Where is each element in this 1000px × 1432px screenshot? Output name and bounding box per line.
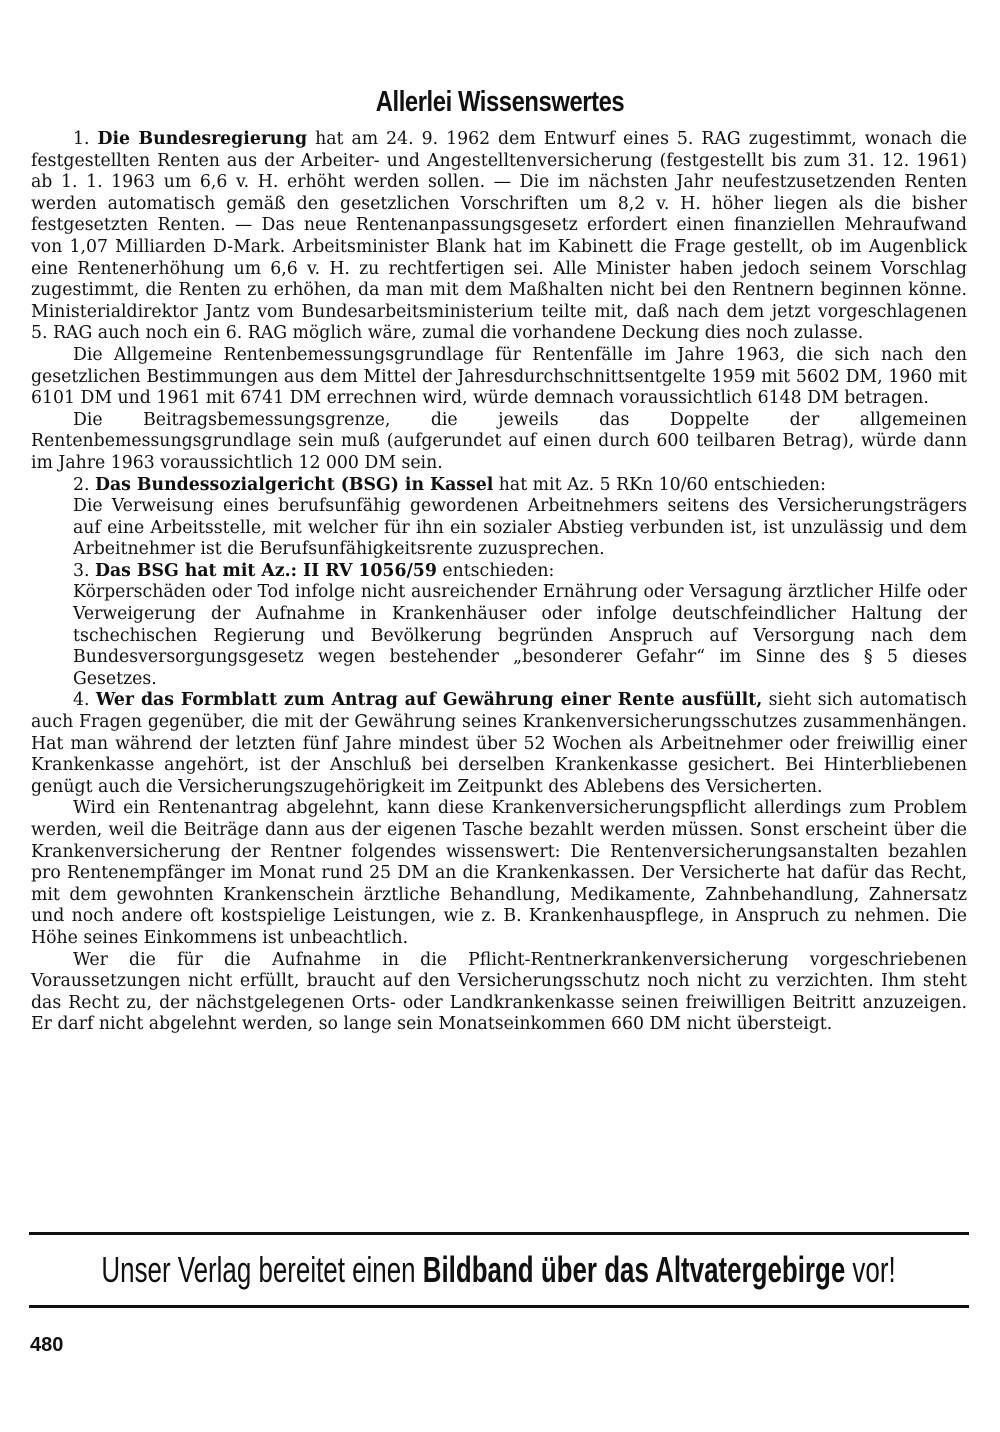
section-1-paragraph-3: Die Beitragsbemessungsgrenze, die jeweils das Doppelte der allgemeinen Rentenbemessungsgrundlage sein muß (aufgerundet auf einen durch 600 teilbaren Betrag), würde dann im Jahre 1963 voraussichtlich 12 000 DM sein. <box>31 409 967 473</box>
section-1-paragraph-2: Die Allgemeine Rentenbemessungsgrundlage für Rentenfälle im Jahre 1963, die sich nach den gesetzlichen Bestimmungen aus dem Mittel der Jahresdurchschnittsentgelte 1959 mit 5602 DM, 1960 mit 6101 DM und 1961 mit 6741 DM errechnen wird, würde demnach voraussichtlich 6148 DM betragen. <box>31 344 967 409</box>
page-title: Allerlei Wissenswertes <box>375 86 625 118</box>
publisher-announcement-banner <box>29 1240 969 1300</box>
section-1-text: hat am 24. 9. 1962 dem Entwurf eines 5. RAG zugestimmt, wonach die festgestellten Renten aus der Arbeiter- und Angestelltenversicherung (festgestellt bis zum 31. 12. 1961) ab 1. 1. 1963 um 6,6 v. H. erhöht werden sollen. — Die im nächsten Jahr neufestzusetzenden Renten werden automatisch gemäß den gesetzlichen Vorschriften um 8,2 v. H. höher liegen als die bisher festgesetzten Renten. — Das neue Rentenanpassungsgesetz erfordert einen finanziellen Mehraufwand von 1,07 Milliarden D-Mark. Arbeitsminister Blank hat im Kabinett die Frage gestellt, ob im Augenblick eine Rentenerhöhung um 6,6 v. H. zu rechtfertigen sei. Alle Minister haben jedoch seinem Vorschlag zugestimmt, die Renten zu erhöhen, da man mit dem Maßhalten nicht bei den Rentnern beginnen könne. Ministerialdirektor Jantz vom Bundesarbeitsministerium teilte mit, daß nach dem jetzt vorgeschlagenen 5. RAG auch noch ein 6. RAG möglich wäre, zumal die vorhandene Deckung dies noch zulasse. <box>31 129 967 344</box>
bottom-divider-rule <box>29 1305 969 1308</box>
banner-part-2: Bildband über das Altvatergebirge <box>423 1249 846 1290</box>
banner-part-3: vor! <box>845 1249 897 1290</box>
section-1-lead: Die Bundesregierung <box>97 129 308 149</box>
banner-text <box>102 1249 896 1291</box>
section-4-text: sieht sich automatisch auch Fragen gegenüber, die mit der Gewährung seines Krankenversicherungsschutzes zusammenhängen. Hat man während der letzten fünf Jahre mindest über 52 Wochen als Arbeitnehmer oder freiwillig einer Krankenkasse angehört, ist der Anschluß bei derselben Krankenkasse gesichert. Bei Hinterbliebenen genügt auch die Versicherungszugehörigkeit im Zeitpunkt des Ablebens des Versicherten. <box>31 690 967 797</box>
section-1-paragraph <box>31 129 967 345</box>
section-3-heading-rest: entschieden: <box>436 560 555 581</box>
section-2-lead: Das Bundessozialgericht (BSG) in Kassel <box>95 474 494 495</box>
banner-part-1: Unser Verlag bereitet einen <box>101 1249 424 1290</box>
article-body <box>31 129 967 1036</box>
section-4-paragraph-3: Wer die für die Aufnahme in die Pflicht-Rentnerkrankenversicherung vorgeschriebenen Voraussetzungen nicht erfüllt, braucht auf den Versicherungsschutz noch nicht zu verzichten. Ihm steht das Recht zu, der nächstgelegenen Orts- oder Landkrankenkasse seinen freiwilligen Beitritt anzuzeigen. Er darf nicht abgelehnt werden, so lange sein Monatseinkommen 660 DM nicht übersteigt. <box>31 949 967 1035</box>
section-3-lead: Das BSG hat mit Az.: II RV 1056/59 <box>95 560 437 581</box>
section-2-body: Die Verweisung eines berufsunfähig gewordenen Arbeitnehmers seitens des Versicherungsträgers auf eine Arbeitsstelle, mit welcher für ihn ein sozialer Abstieg verbunden ist, ist unzulässig und dem Arbeitnehmer ist die Berufsunfähigkeitsrente zuzusprechen. <box>73 496 967 560</box>
section-4-paragraph-2: Wird ein Rentenantrag abgelehnt, kann diese Krankenversicherungspflicht allerdings zum Problem werden, weil die Beiträge dann aus der eigenen Tasche bezahlt werden müssen. Sonst erscheint über die Krankenversicherung der Rentner folgendes wissenswert: Die Rentenversicherungsanstalten bezahlen pro Rentenempfänger im Monat rund 25 DM an die Krankenkassen. Der Versicherte hat dafür das Recht, mit dem gewohnten Krankenschein ärztliche Behandlung, Medikamente, Zahnbehandlung, Zahnersatz und noch andere oft kostspielige Leistungen, wie z. B. Krankenhauspflege, in Anspruch zu nehmen. Die Höhe seines Einkommens ist unbeachtlich. <box>31 798 967 948</box>
section-2-heading-rest: hat mit Az. 5 RKn 10/60 entschieden: <box>493 474 826 495</box>
section-4-number: 4. <box>73 690 90 711</box>
section-2-heading <box>31 475 967 497</box>
section-4-paragraph <box>31 690 967 798</box>
section-3-body: Körperschäden oder Tod infolge nicht ausreichender Ernährung oder Versagung ärztlicher Hilfe oder Verweigerung der Aufnahme in Krankenhäuser oder infolge deutschfeindlicher Haltung der tschechischen Regierung und Bevölkerung begründen Anspruch auf Versorgung nach dem Bundesversorgungsgesetz wegen bestehender „besonderer Gefahr“ im Sinne des § 5 dieses Gesetzes. <box>73 582 967 689</box>
section-2-number: 2. <box>73 474 90 495</box>
section-1-number: 1. <box>73 129 90 149</box>
section-3-number: 3. <box>73 560 90 581</box>
section-3-heading <box>31 561 967 583</box>
top-divider-rule <box>29 1232 969 1235</box>
page-number: 480 <box>30 1334 64 1356</box>
section-4-lead: Wer das Formblatt zum Antrag auf Gewährung einer Rente ausfüllt, <box>95 690 763 711</box>
